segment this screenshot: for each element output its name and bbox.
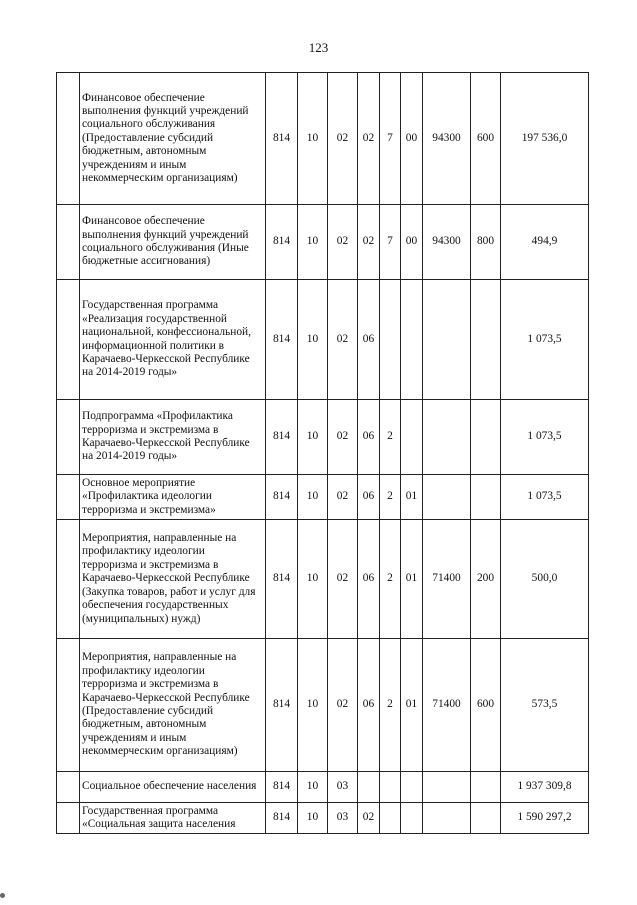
table-row (57, 475, 589, 520)
cell-amount: 197 536,0 (501, 73, 589, 205)
cell-expense-type (471, 475, 501, 520)
cell-program-code: 02 (358, 73, 380, 205)
cell-subprogram-code: 7 (380, 73, 401, 205)
row-index-cell (57, 520, 80, 639)
row-name: Государственная программа «Реализация государственной национальной, конфессиональной, информационной политики в Карачаево-Черкесской Республике на 2014-2019 годы» (80, 280, 266, 400)
cell-amount: 573,5 (501, 639, 589, 772)
cell-section-code: 10 (298, 205, 328, 280)
cell-subsection-code: 02 (328, 639, 358, 772)
cell-section-code: 10 (298, 772, 328, 803)
row-name: Финансовое обеспечение выполнения функций учреждений социального обслуживания (Иные бюджетные ассигнования) (80, 205, 266, 280)
cell-subsection-code: 02 (328, 475, 358, 520)
row-index-cell (57, 639, 80, 772)
table-row (57, 400, 589, 475)
cell-expense-type (471, 280, 501, 400)
row-index-cell (57, 280, 80, 400)
cell-section-code: 10 (298, 475, 328, 520)
cell-program-code: 06 (358, 400, 380, 475)
cell-subprogram-code: 7 (380, 205, 401, 280)
row-name: Подпрограмма «Профилактика терроризма и экстремизма в Карачаево-Черкесской Республике на 2014-2019 годы» (80, 400, 266, 475)
cell-program-code: 06 (358, 280, 380, 400)
cell-expense-type: 600 (471, 73, 501, 205)
table-row (57, 280, 589, 400)
cell-ministry-code: 814 (266, 400, 298, 475)
cell-ministry-code: 814 (266, 205, 298, 280)
cell-activity-code: 01 (401, 520, 423, 639)
cell-section-code: 10 (298, 639, 328, 772)
cell-subprogram-code (380, 772, 401, 803)
cell-program-code: 06 (358, 520, 380, 639)
cell-expense-type (471, 400, 501, 475)
cell-activity-code (401, 400, 423, 475)
cell-section-code: 10 (298, 520, 328, 639)
cell-ministry-code: 814 (266, 639, 298, 772)
table-row (57, 520, 589, 639)
cell-activity-code: 00 (401, 205, 423, 280)
cell-program-code: 02 (358, 205, 380, 280)
table-row (57, 803, 589, 834)
row-name: Государственная программа «Социальная защита населения (80, 803, 266, 834)
cell-direction-code (423, 772, 471, 803)
row-index-cell (57, 772, 80, 803)
cell-subprogram-code: 2 (380, 639, 401, 772)
cell-ministry-code: 814 (266, 73, 298, 205)
row-name: Мероприятия, направленные на профилактику идеологии терроризма и экстремизма в Карачаево-Черкесской Республике (Предоставление субсидий бюджетным, автономным учреждениям и иным некоммерческим организациям) (80, 639, 266, 772)
cell-program-code: 06 (358, 475, 380, 520)
cell-amount: 1 073,5 (501, 280, 589, 400)
cell-direction-code (423, 803, 471, 834)
cell-amount: 494,9 (501, 205, 589, 280)
cell-ministry-code: 814 (266, 803, 298, 834)
cell-direction-code (423, 400, 471, 475)
cell-amount: 1 937 309,8 (501, 772, 589, 803)
table-row (57, 205, 589, 280)
cell-direction-code: 94300 (423, 73, 471, 205)
cell-ministry-code: 814 (266, 475, 298, 520)
cell-activity-code: 01 (401, 639, 423, 772)
cell-expense-type: 800 (471, 205, 501, 280)
row-index-cell (57, 803, 80, 834)
cell-amount: 1 073,5 (501, 475, 589, 520)
cell-program-code: 02 (358, 803, 380, 834)
cell-section-code: 10 (298, 400, 328, 475)
row-name: Мероприятия, направленные на профилактику идеологии терроризма и экстремизма в Карачаево-Черкесской Республике (Закупка товаров, работ и услуг для обеспечения государственных (муниципальных) нужд) (80, 520, 266, 639)
cell-subprogram-code: 2 (380, 475, 401, 520)
cell-activity-code: 01 (401, 475, 423, 520)
cell-subsection-code: 03 (328, 772, 358, 803)
cell-expense-type: 600 (471, 639, 501, 772)
cell-subsection-code: 02 (328, 520, 358, 639)
row-name: Основное мероприятие «Профилактика идеологии терроризма и экстремизма» (80, 475, 266, 520)
row-index-cell (57, 205, 80, 280)
cell-section-code: 10 (298, 280, 328, 400)
cell-subsection-code: 02 (328, 400, 358, 475)
budget-table (56, 72, 589, 834)
cell-expense-type (471, 772, 501, 803)
cell-activity-code: 00 (401, 73, 423, 205)
cell-expense-type: 200 (471, 520, 501, 639)
cell-subprogram-code: 2 (380, 520, 401, 639)
cell-direction-code (423, 280, 471, 400)
cell-amount: 1 073,5 (501, 400, 589, 475)
cell-direction-code: 71400 (423, 520, 471, 639)
cell-ministry-code: 814 (266, 280, 298, 400)
cell-amount: 500,0 (501, 520, 589, 639)
table-row (57, 73, 589, 205)
cell-activity-code (401, 772, 423, 803)
page-number: 123 (308, 40, 329, 55)
cell-program-code: 06 (358, 639, 380, 772)
cell-subsection-code: 03 (328, 803, 358, 834)
cell-program-code (358, 772, 380, 803)
row-index-cell (57, 475, 80, 520)
cell-direction-code: 94300 (423, 205, 471, 280)
cell-section-code: 10 (298, 803, 328, 834)
cell-direction-code (423, 475, 471, 520)
scan-mark-dot (0, 893, 5, 898)
row-name: Финансовое обеспечение выполнения функций учреждений социального обслуживания (Предоставление субсидий бюджетным, автономным учреждениям и иным некоммерческим организациям) (80, 73, 266, 205)
cell-subsection-code: 02 (328, 73, 358, 205)
table-row (57, 772, 589, 803)
cell-subsection-code: 02 (328, 280, 358, 400)
cell-ministry-code: 814 (266, 520, 298, 639)
cell-amount: 1 590 297,2 (501, 803, 589, 834)
cell-subprogram-code: 2 (380, 400, 401, 475)
cell-section-code: 10 (298, 73, 328, 205)
cell-subsection-code: 02 (328, 205, 358, 280)
cell-direction-code: 71400 (423, 639, 471, 772)
cell-expense-type (471, 803, 501, 834)
cell-activity-code (401, 803, 423, 834)
row-index-cell (57, 73, 80, 205)
row-name: Социальное обеспечение населения (80, 772, 266, 803)
cell-activity-code (401, 280, 423, 400)
row-index-cell (57, 400, 80, 475)
table-row (57, 639, 589, 772)
cell-subprogram-code (380, 280, 401, 400)
cell-subprogram-code (380, 803, 401, 834)
cell-ministry-code: 814 (266, 772, 298, 803)
